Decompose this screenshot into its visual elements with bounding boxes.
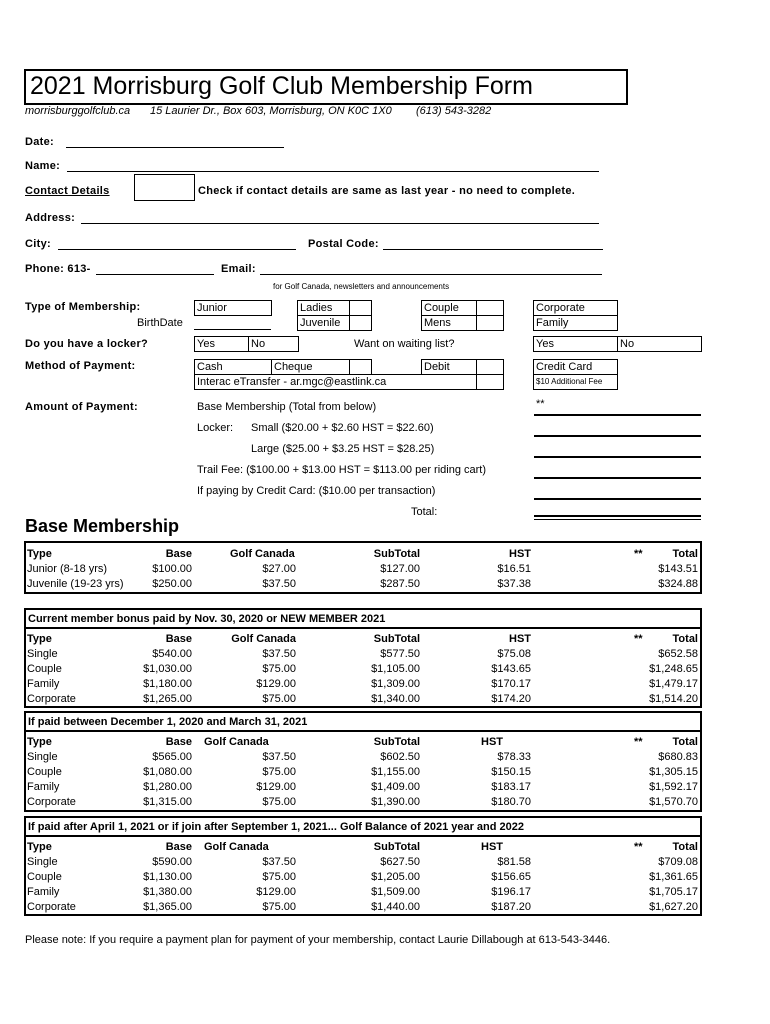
locker-large-label: Large ($25.00 + $3.25 HST = $28.25): [251, 443, 435, 455]
cell-base: Base: [165, 736, 192, 748]
cell-base: $1,380.00: [143, 886, 192, 898]
postal-label: Postal Code:: [308, 238, 379, 250]
cell-golf-canada: $75.00: [262, 901, 296, 913]
date-field[interactable]: [66, 147, 284, 148]
phone-field[interactable]: [96, 274, 214, 275]
mens-checkbox[interactable]: [476, 315, 504, 331]
col-stars: **: [634, 548, 643, 560]
col-base: Base: [165, 548, 192, 560]
couple-option[interactable]: Couple: [421, 300, 477, 316]
cell-base: $1,030.00: [143, 663, 192, 675]
cell-total: $1,361.65: [649, 871, 698, 883]
cell-base: $1,315.00: [143, 796, 192, 808]
cell-base: $1,365.00: [143, 901, 192, 913]
cell-type: Single: [27, 856, 58, 868]
cell-type: Family: [27, 678, 60, 690]
cheque-option[interactable]: Cheque: [271, 359, 350, 375]
membership-type-label: Type of Membership:: [25, 301, 141, 313]
cell-base: $590.00: [152, 856, 192, 868]
table-row: [26, 692, 700, 707]
email-label: Email:: [221, 263, 256, 275]
cell-total: $1,305.15: [649, 766, 698, 778]
amount-label: Amount of Payment:: [25, 401, 138, 413]
cell-total: Total: [672, 633, 698, 645]
cell-hst: $150.15: [491, 766, 531, 778]
cell-hst: $143.65: [491, 663, 531, 675]
cell-type: Juvenile (19-23 yrs): [27, 578, 124, 590]
cell-base: $540.00: [152, 648, 192, 660]
section-banner: Current member bonus paid by Nov. 30, 2020 or NEW MEMBER 2021: [26, 612, 702, 629]
table-row: [26, 677, 700, 692]
table-row: [26, 900, 700, 915]
cell-subtotal: $1,105.00: [371, 663, 420, 675]
pricing-section-2: [24, 711, 702, 812]
base-membership-heading: Base Membership: [25, 516, 180, 536]
cell-hst: $180.70: [491, 796, 531, 808]
cell-subtotal: SubTotal: [373, 841, 420, 853]
contact-same-text: Check if contact details are same as last year - no need to complete.: [198, 185, 576, 197]
cell-hst: $75.08: [497, 648, 531, 660]
mens-option[interactable]: Mens: [421, 315, 477, 331]
cell-golf-canada: Golf Canada: [231, 633, 296, 645]
debit-checkbox[interactable]: [476, 359, 504, 375]
col-type: Type: [27, 548, 52, 560]
cell-base: $250.00: [152, 578, 192, 590]
postal-field[interactable]: [383, 249, 603, 250]
website-text: morrisburggolfclub.ca: [25, 105, 131, 117]
corporate-option[interactable]: Corporate: [533, 300, 618, 316]
trail-fee-field[interactable]: [534, 477, 701, 479]
cell-hst: $37.38: [497, 578, 531, 590]
birthdate-label: BirthDate: [137, 317, 183, 329]
locker-line-label: Locker:: [197, 422, 234, 434]
section-banner: If paid between December 1, 2020 and March 31, 2021: [26, 715, 702, 732]
cheque-checkbox[interactable]: [349, 359, 372, 375]
cell-subtotal: $1,309.00: [371, 678, 420, 690]
col-subtotal: SubTotal: [373, 548, 420, 560]
ladies-checkbox[interactable]: [349, 300, 372, 316]
cell-total: $1,705.17: [649, 886, 698, 898]
phone-label: Phone: 613-: [25, 263, 91, 275]
cell-total: $1,514.20: [649, 693, 698, 705]
cell-hst: $174.20: [491, 693, 531, 705]
cell-golf-canada: $37.50: [262, 648, 296, 660]
cell-base: $1,080.00: [143, 766, 192, 778]
debit-option[interactable]: Debit: [421, 359, 477, 375]
cell-hst: $170.17: [491, 678, 531, 690]
cell-base: Base: [165, 633, 192, 645]
locker-label: Do you have a locker?: [25, 338, 149, 350]
juvenile-option[interactable]: Juvenile: [297, 315, 350, 331]
cell-total: $1,592.17: [649, 781, 698, 793]
cell-golf-canada: $75.00: [262, 663, 296, 675]
table-row: [26, 885, 700, 900]
ladies-option[interactable]: Ladies: [297, 300, 350, 316]
cell-golf-canada: $75.00: [262, 796, 296, 808]
cell-type: Couple: [27, 871, 62, 883]
name-label: Name:: [25, 160, 61, 172]
phone-text: (613) 543-3282: [416, 105, 492, 117]
cell-stars: **: [634, 736, 643, 748]
cell-hst: $78.33: [497, 751, 531, 763]
table-header-row: [26, 547, 700, 562]
base-membership-table: [24, 541, 702, 594]
cell-total: $1,248.65: [649, 663, 698, 675]
cell-hst: $196.17: [491, 886, 531, 898]
cell-hst: $156.65: [491, 871, 531, 883]
address-field[interactable]: [81, 223, 599, 224]
cell-total: $1,479.17: [649, 678, 698, 690]
cell-subtotal: $1,409.00: [371, 781, 420, 793]
cell-type: Couple: [27, 663, 62, 675]
cell-type: Corporate: [27, 693, 76, 705]
cell-subtotal: $1,440.00: [371, 901, 420, 913]
cell-hst: $187.20: [491, 901, 531, 913]
table-row: [26, 662, 700, 677]
payment-method-label: Method of Payment:: [25, 360, 136, 372]
col-hst: HST: [509, 548, 531, 560]
cell-type: Junior (8-18 yrs): [27, 563, 108, 575]
cell-hst: $16.51: [497, 563, 531, 575]
cell-hst: HST: [509, 633, 531, 645]
cell-golf-canada: $129.00: [256, 781, 296, 793]
cell-total: $1,627.20: [649, 901, 698, 913]
etransfer-option[interactable]: Interac eTransfer - ar.mgc@eastlink.ca: [194, 374, 477, 390]
cell-base: $1,180.00: [143, 678, 192, 690]
footer-note: Please note: If you require a payment plan for payment of your membership, contact Laurie Dillabough at 613-543-3446.: [25, 934, 611, 946]
credit-option[interactable]: Credit Card: [533, 359, 618, 375]
email-note: for Golf Canada, newsletters and announcements: [273, 282, 450, 291]
base-amount-field[interactable]: [534, 414, 701, 416]
cell-golf-canada: Golf Canada: [204, 841, 269, 853]
cell-hst: $183.17: [491, 781, 531, 793]
total-label: Total:: [411, 506, 438, 518]
cell-type: Family: [27, 886, 60, 898]
cell-type: Corporate: [27, 901, 76, 913]
cell-type: Couple: [27, 766, 62, 778]
cell-base: $1,130.00: [143, 871, 192, 883]
cell-total: $324.88: [658, 578, 698, 590]
total-double-line: [534, 519, 701, 520]
cell-type: Corporate: [27, 796, 76, 808]
credit-fee-note: $10 Additional Fee: [533, 374, 618, 390]
address-label: Address:: [25, 212, 76, 224]
cell-golf-canada: $75.00: [262, 766, 296, 778]
cell-subtotal: $577.50: [380, 648, 420, 660]
pricing-section-1: [24, 608, 702, 708]
birthdate-field[interactable]: [194, 329, 271, 330]
table-header-row: [26, 632, 700, 647]
cell-type: Single: [27, 648, 58, 660]
table-row: [26, 750, 700, 765]
pricing-section-3: [24, 816, 702, 916]
family-option[interactable]: Family: [533, 315, 618, 331]
table-row: [26, 855, 700, 870]
form-title-box: [24, 69, 628, 105]
credit-card-line-label: If paying by Credit Card: ($10.00 per transaction): [197, 485, 436, 497]
date-label: Date:: [25, 136, 55, 148]
cell-subtotal: $602.50: [380, 751, 420, 763]
contact-details-label: Contact Details: [25, 185, 110, 197]
cell-base: $565.00: [152, 751, 192, 763]
locker-small-label: Small ($20.00 + $2.60 HST = $22.60): [251, 422, 434, 434]
table-row: [26, 870, 700, 885]
total-field[interactable]: [534, 515, 701, 517]
email-field[interactable]: [260, 274, 602, 275]
table-row: [26, 647, 700, 662]
cell-type: Family: [27, 781, 60, 793]
cell-total: $143.51: [658, 563, 698, 575]
waiting-yes-option[interactable]: Yes: [533, 336, 618, 352]
juvenile-checkbox[interactable]: [349, 315, 372, 331]
cell-subtotal: $1,390.00: [371, 796, 420, 808]
city-field[interactable]: [58, 249, 296, 250]
locker-yes-option[interactable]: Yes: [194, 336, 249, 352]
col-golf-canada: Golf Canada: [230, 548, 295, 560]
locker-small-field[interactable]: [534, 435, 701, 437]
couple-checkbox[interactable]: [476, 300, 504, 316]
cell-subtotal: SubTotal: [373, 633, 420, 645]
cell-golf-canada: $37.50: [262, 578, 296, 590]
waiting-list-label: Want on waiting list?: [354, 338, 455, 350]
cell-type: Type: [27, 736, 52, 748]
cell-golf-canada: $75.00: [262, 693, 296, 705]
cell-base: $1,265.00: [143, 693, 192, 705]
cell-type: Type: [27, 841, 52, 853]
cell-hst: HST: [481, 736, 503, 748]
junior-option[interactable]: Junior: [194, 300, 272, 316]
cell-subtotal: SubTotal: [373, 736, 420, 748]
stars-mark: **: [536, 398, 545, 410]
cell-hst: HST: [481, 841, 503, 853]
locker-no-option[interactable]: No: [248, 336, 299, 352]
etransfer-checkbox[interactable]: [476, 374, 504, 390]
name-field[interactable]: [67, 171, 599, 172]
cell-subtotal: $627.50: [380, 856, 420, 868]
cell-type: Single: [27, 751, 58, 763]
waiting-no-option[interactable]: No: [617, 336, 702, 352]
table-row: [26, 562, 700, 577]
cell-golf-canada: $27.00: [262, 563, 296, 575]
cell-golf-canada: $37.50: [262, 751, 296, 763]
cell-stars: **: [634, 633, 643, 645]
table-row: [26, 577, 700, 592]
table-header-row: [26, 735, 700, 750]
cell-golf-canada: $75.00: [262, 871, 296, 883]
address-text: 15 Laurier Dr., Box 603, Morrisburg, ON K0C 1X0: [150, 105, 392, 117]
cell-hst: $81.58: [497, 856, 531, 868]
cell-total: Total: [672, 736, 698, 748]
table-row: [26, 780, 700, 795]
cell-subtotal: $1,509.00: [371, 886, 420, 898]
cell-golf-canada: $37.50: [262, 856, 296, 868]
table-row: [26, 795, 700, 810]
cell-subtotal: $287.50: [380, 578, 420, 590]
cell-subtotal: $127.00: [380, 563, 420, 575]
cell-total: $1,570.70: [649, 796, 698, 808]
cell-subtotal: $1,340.00: [371, 693, 420, 705]
cell-base: Base: [165, 841, 192, 853]
cell-type: Type: [27, 633, 52, 645]
cell-base: $100.00: [152, 563, 192, 575]
contact-same-checkbox[interactable]: [134, 174, 195, 201]
col-total: Total: [672, 548, 698, 560]
table-header-row: [26, 840, 700, 855]
cell-base: $1,280.00: [143, 781, 192, 793]
table-row: [26, 765, 700, 780]
cell-total: $652.58: [658, 648, 698, 660]
form-title: 2021 Morrisburg Golf Club Membership Form: [30, 72, 533, 100]
credit-fee-field[interactable]: [534, 498, 701, 500]
section-banner: If paid after April 1, 2021 or if join after September 1, 2021... Golf Balance of 2021 year and 2022: [26, 820, 702, 837]
cell-golf-canada: $129.00: [256, 886, 296, 898]
cell-subtotal: $1,155.00: [371, 766, 420, 778]
cell-total: $709.08: [658, 856, 698, 868]
cell-golf-canada: Golf Canada: [204, 736, 269, 748]
city-label: City:: [25, 238, 51, 250]
cell-golf-canada: $129.00: [256, 678, 296, 690]
cell-subtotal: $1,205.00: [371, 871, 420, 883]
cell-total: Total: [672, 841, 698, 853]
cell-total: $680.83: [658, 751, 698, 763]
cell-stars: **: [634, 841, 643, 853]
cash-option[interactable]: Cash: [194, 359, 272, 375]
locker-large-field[interactable]: [534, 456, 701, 458]
trail-fee-label: Trail Fee: ($100.00 + $13.00 HST = $113.00 per riding cart): [197, 464, 487, 476]
base-membership-line-label: Base Membership (Total from below): [197, 401, 377, 413]
